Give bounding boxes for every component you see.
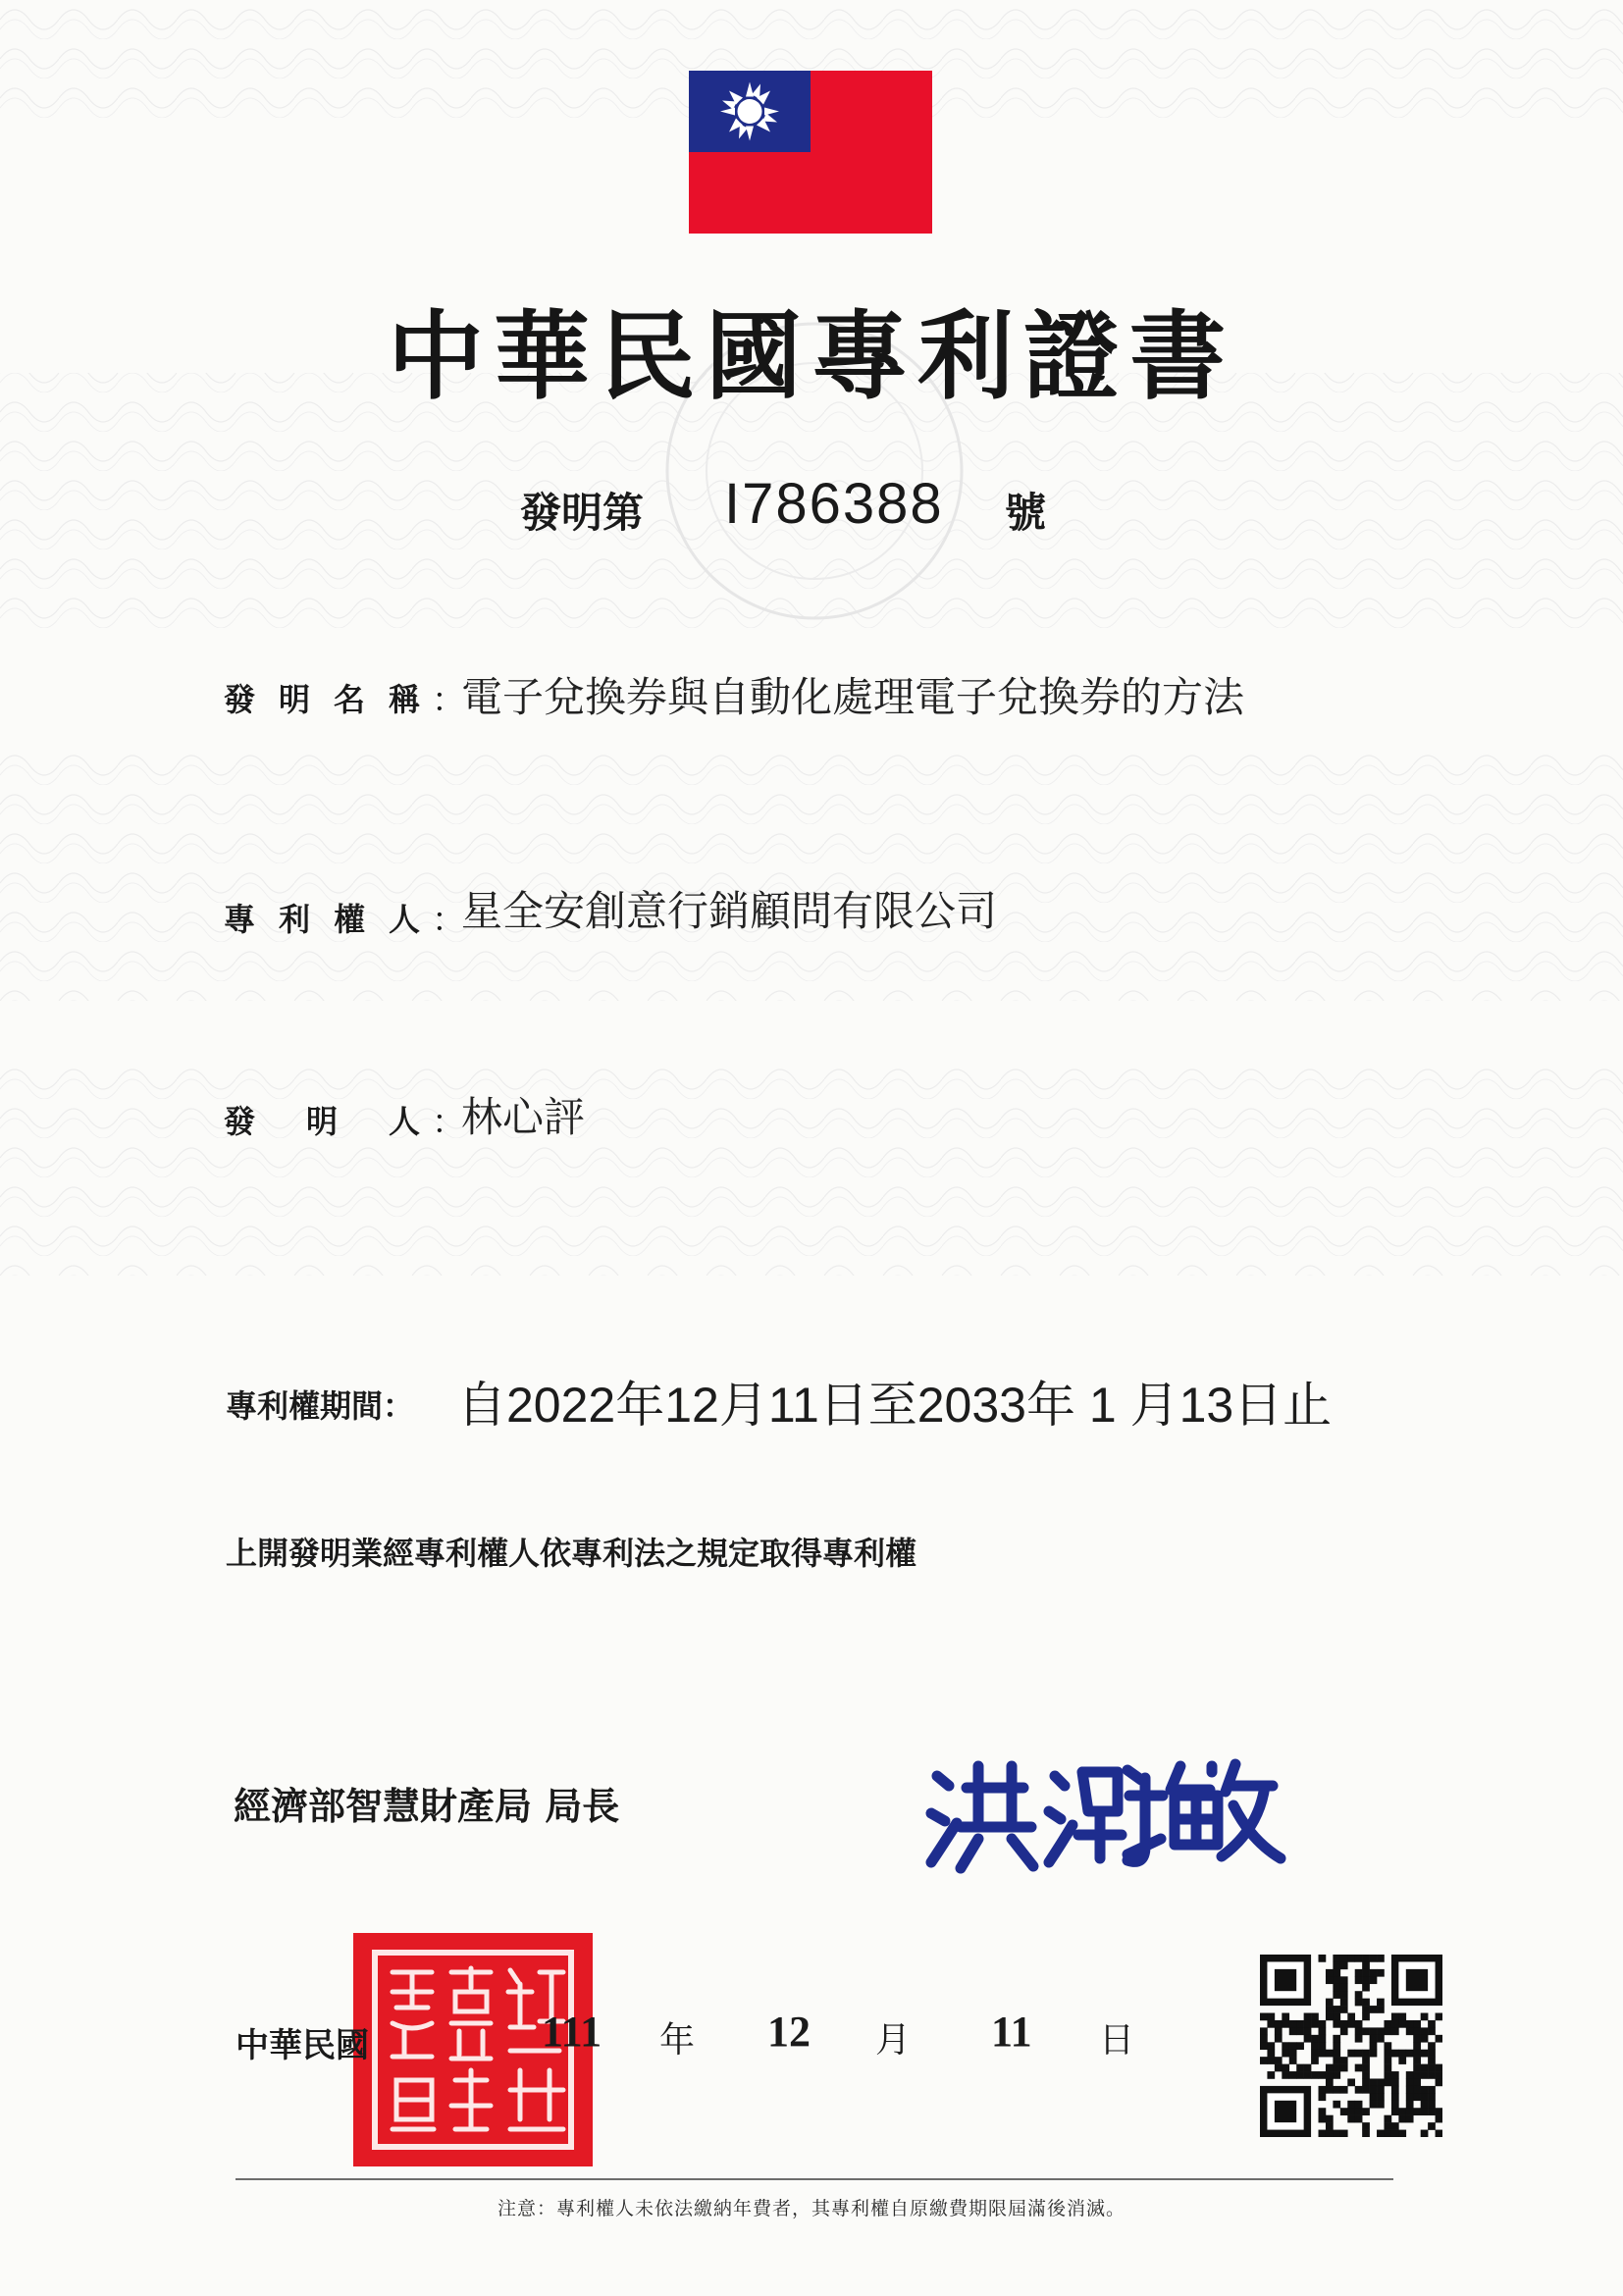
field-label: 發 明 人 (224, 1103, 420, 1140)
director-signature (917, 1737, 1290, 1884)
invention-title-value: 電子兌換券與自動化處理電子兌換券的方法 (461, 673, 1245, 721)
field-colon: ： (432, 1103, 465, 1142)
date-month-unit: 月 (875, 2020, 912, 2061)
footer-divider (236, 2178, 1393, 2180)
patent-number-row (0, 469, 1623, 548)
date-year-unit: 年 (659, 2020, 696, 2061)
patent-term-value: 自2022年12月11日至2033年 1 月13日止 (457, 1378, 1333, 1433)
patent-number-prefix: 發明第 (520, 489, 645, 537)
inventor-value: 林心評 (461, 1093, 586, 1141)
patentee-value: 星全安創意行銷顧問有限公司 (461, 887, 998, 935)
date-day: 11 (991, 2008, 1032, 2056)
issuing-authority: 經濟部智慧財產局 局長 (234, 1785, 620, 1828)
field-colon: ： (432, 901, 465, 940)
certificate-title: 中華民國專利證書 (387, 300, 1235, 413)
field-colon: ： (432, 681, 465, 720)
patent-term-label: 專利權期間： (226, 1387, 415, 1425)
date-day-unit: 日 (1099, 2020, 1135, 2061)
grant-statement: 上開發明業經專利權人依專利法之規定取得專利權 (226, 1535, 917, 1572)
date-year: 111 (542, 2008, 602, 2056)
patent-number: I786388 (724, 472, 944, 536)
date-month: 12 (767, 2008, 811, 2056)
patent-number-suffix: 號 (1005, 489, 1047, 537)
qr-code-icon (1260, 1955, 1442, 2137)
field-label: 專 利 權 人 (224, 901, 420, 938)
footnote: 注意：專利權人未依法繳納年費者，其專利權自原繳費期限屆滿後消滅。 (497, 2198, 1126, 2219)
field-label: 發 明 名 稱 (224, 681, 420, 718)
national-flag-icon (689, 71, 932, 234)
date-era: 中華民國 (236, 2026, 369, 2065)
